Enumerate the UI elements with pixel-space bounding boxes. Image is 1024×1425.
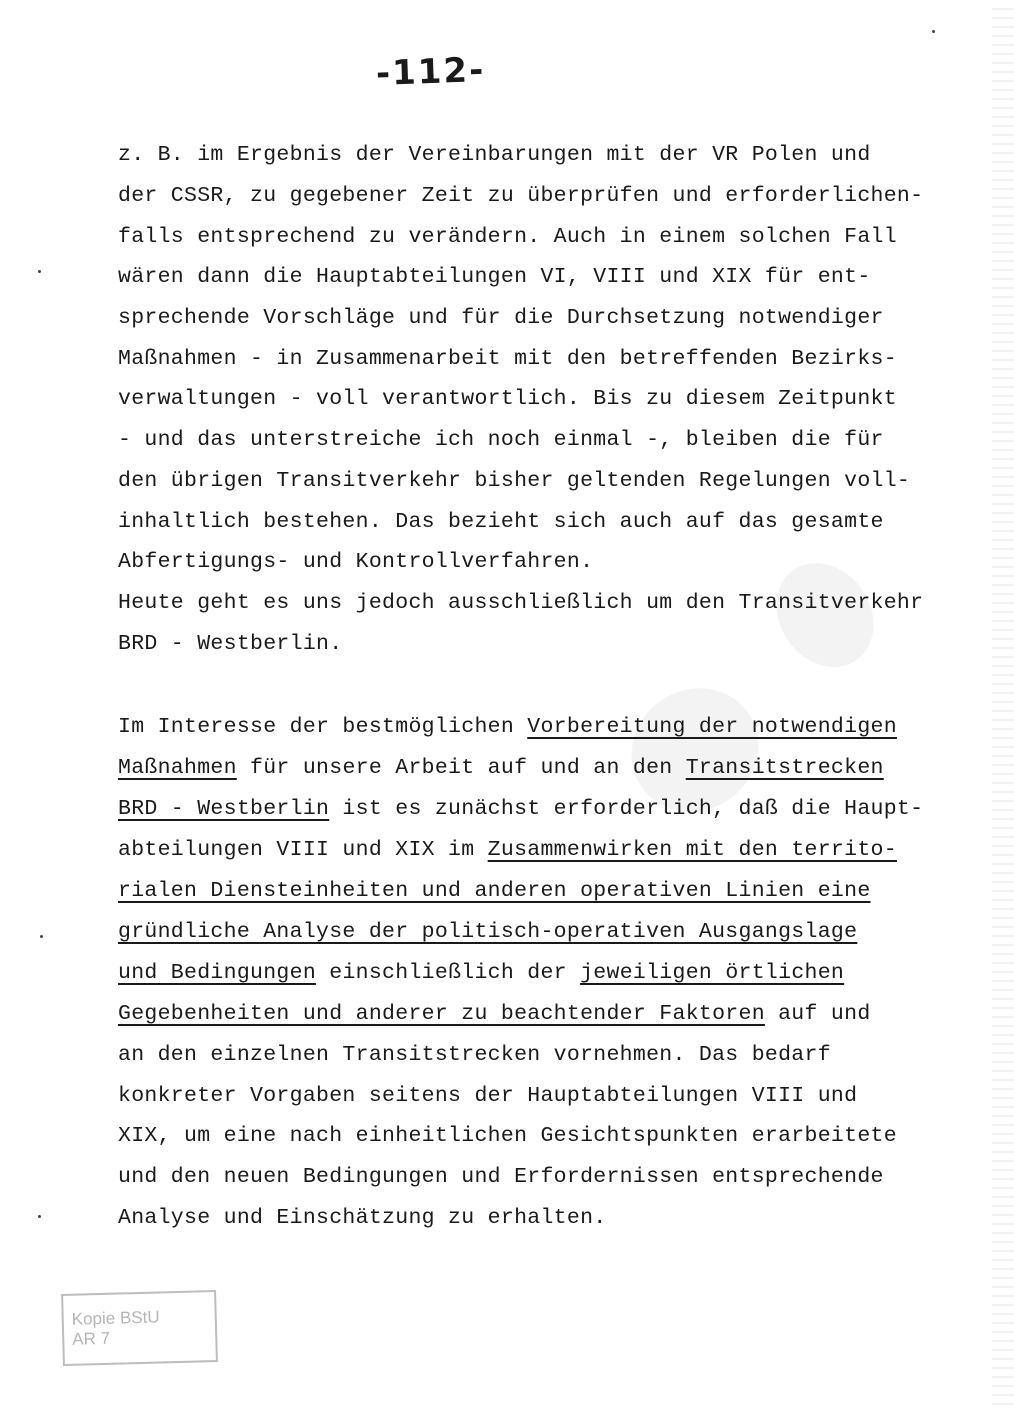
- text-segment: an den einzelnen Transitstrecken vornehmen. Das bedarf: [118, 1043, 831, 1067]
- text-segment: auf und: [764, 1002, 871, 1026]
- text-line: verwaltungen - voll verantwortlich. Bis zu diesem Zeitpunkt: [118, 387, 897, 411]
- text-line: z. B. im Ergebnis der Vereinbarungen mit der VR Polen und: [118, 143, 871, 167]
- text-segment: konkreter Vorgaben seitens der Hauptabteilungen VIII und: [118, 1084, 858, 1108]
- stamp-line-1: Kopie BStU: [71, 1307, 160, 1329]
- text-line: inhaltlich bestehen. Das bezieht sich auch auf das gesamte: [118, 510, 884, 534]
- text-line: der CSSR, zu gegebener Zeit zu überprüfen und erforderlichen-: [118, 184, 924, 208]
- text-line: [118, 1040, 831, 1070]
- text-segment: abteilungen VIII und XIX im: [118, 838, 488, 862]
- scan-speck: [932, 30, 935, 33]
- text-line: [118, 1121, 897, 1151]
- stamp-line-2: AR 7: [72, 1328, 111, 1349]
- text-segment: XIX, um eine nach einheitlichen Gesichtspunkten erarbeitete: [118, 1124, 897, 1148]
- text-line: falls entsprechend zu verändern. Auch in einem solchen Fall: [118, 225, 897, 249]
- text-segment: Im Interesse der bestmöglichen: [118, 715, 528, 739]
- text-line: den übrigen Transitverkehr bisher geltenden Regelungen voll-: [118, 469, 911, 493]
- underlined-text: Zusammenwirken mit den territo-: [487, 838, 897, 862]
- underlined-text: Transitstrecken: [685, 756, 884, 780]
- text-line: BRD - Westberlin.: [118, 632, 343, 656]
- text-line: - und das unterstreiche ich noch einmal -, bleiben die für: [118, 428, 884, 452]
- text-line: Heute geht es uns jedoch ausschließlich um den Transitverkehr: [118, 591, 924, 615]
- text-segment: für unsere Arbeit auf und an den: [236, 756, 686, 780]
- text-segment: und den neuen Bedingungen und Erfordernissen entsprechende: [118, 1165, 884, 1189]
- scan-edge-marks: [992, 8, 1014, 1408]
- underlined-text: Gegebenheiten und anderer zu beachtender Faktoren: [118, 1002, 765, 1026]
- text-line: [118, 753, 884, 783]
- text-segment: ist es zunächst erforderlich, daß die Haupt-: [329, 797, 924, 821]
- underlined-text: rialen Diensteinheiten und anderen operativen Linien eine: [118, 879, 871, 903]
- underlined-text: BRD - Westberlin: [118, 797, 330, 821]
- page-number: -112-: [375, 50, 486, 94]
- text-line: sprechende Vorschläge und für die Durchsetzung notwendiger: [118, 306, 884, 330]
- text-segment: Analyse und Einschätzung zu erhalten.: [118, 1206, 607, 1230]
- scan-speck: [40, 935, 43, 938]
- underlined-text: und Bedingungen: [118, 961, 317, 985]
- scan-speck: [38, 1215, 41, 1218]
- underlined-text: jeweiligen örtlichen: [580, 961, 845, 985]
- text-line: [118, 1081, 857, 1111]
- text-line: wären dann die Hauptabteilungen VI, VIII und XIX für ent-: [118, 265, 871, 289]
- text-line: [118, 1162, 884, 1192]
- text-line: [118, 835, 897, 865]
- archive-stamp: [61, 1290, 218, 1366]
- text-line: [118, 999, 871, 1029]
- text-line: [118, 876, 871, 906]
- underlined-text: Maßnahmen: [118, 756, 237, 780]
- text-line: [118, 958, 844, 988]
- text-line: [118, 1203, 606, 1233]
- text-line: [118, 917, 857, 947]
- underlined-text: Vorbereitung der notwendigen: [527, 715, 897, 739]
- scan-speck: [38, 270, 41, 273]
- text-line: Abfertigungs- und Kontrollverfahren.: [118, 550, 594, 574]
- underlined-text: gründliche Analyse der politisch-operativen Ausgangslage: [118, 920, 858, 944]
- text-line: [118, 712, 897, 742]
- text-segment: einschließlich der: [316, 961, 581, 985]
- text-line: [118, 794, 923, 824]
- text-line: Maßnahmen - in Zusammenarbeit mit den betreffenden Bezirks-: [118, 347, 897, 371]
